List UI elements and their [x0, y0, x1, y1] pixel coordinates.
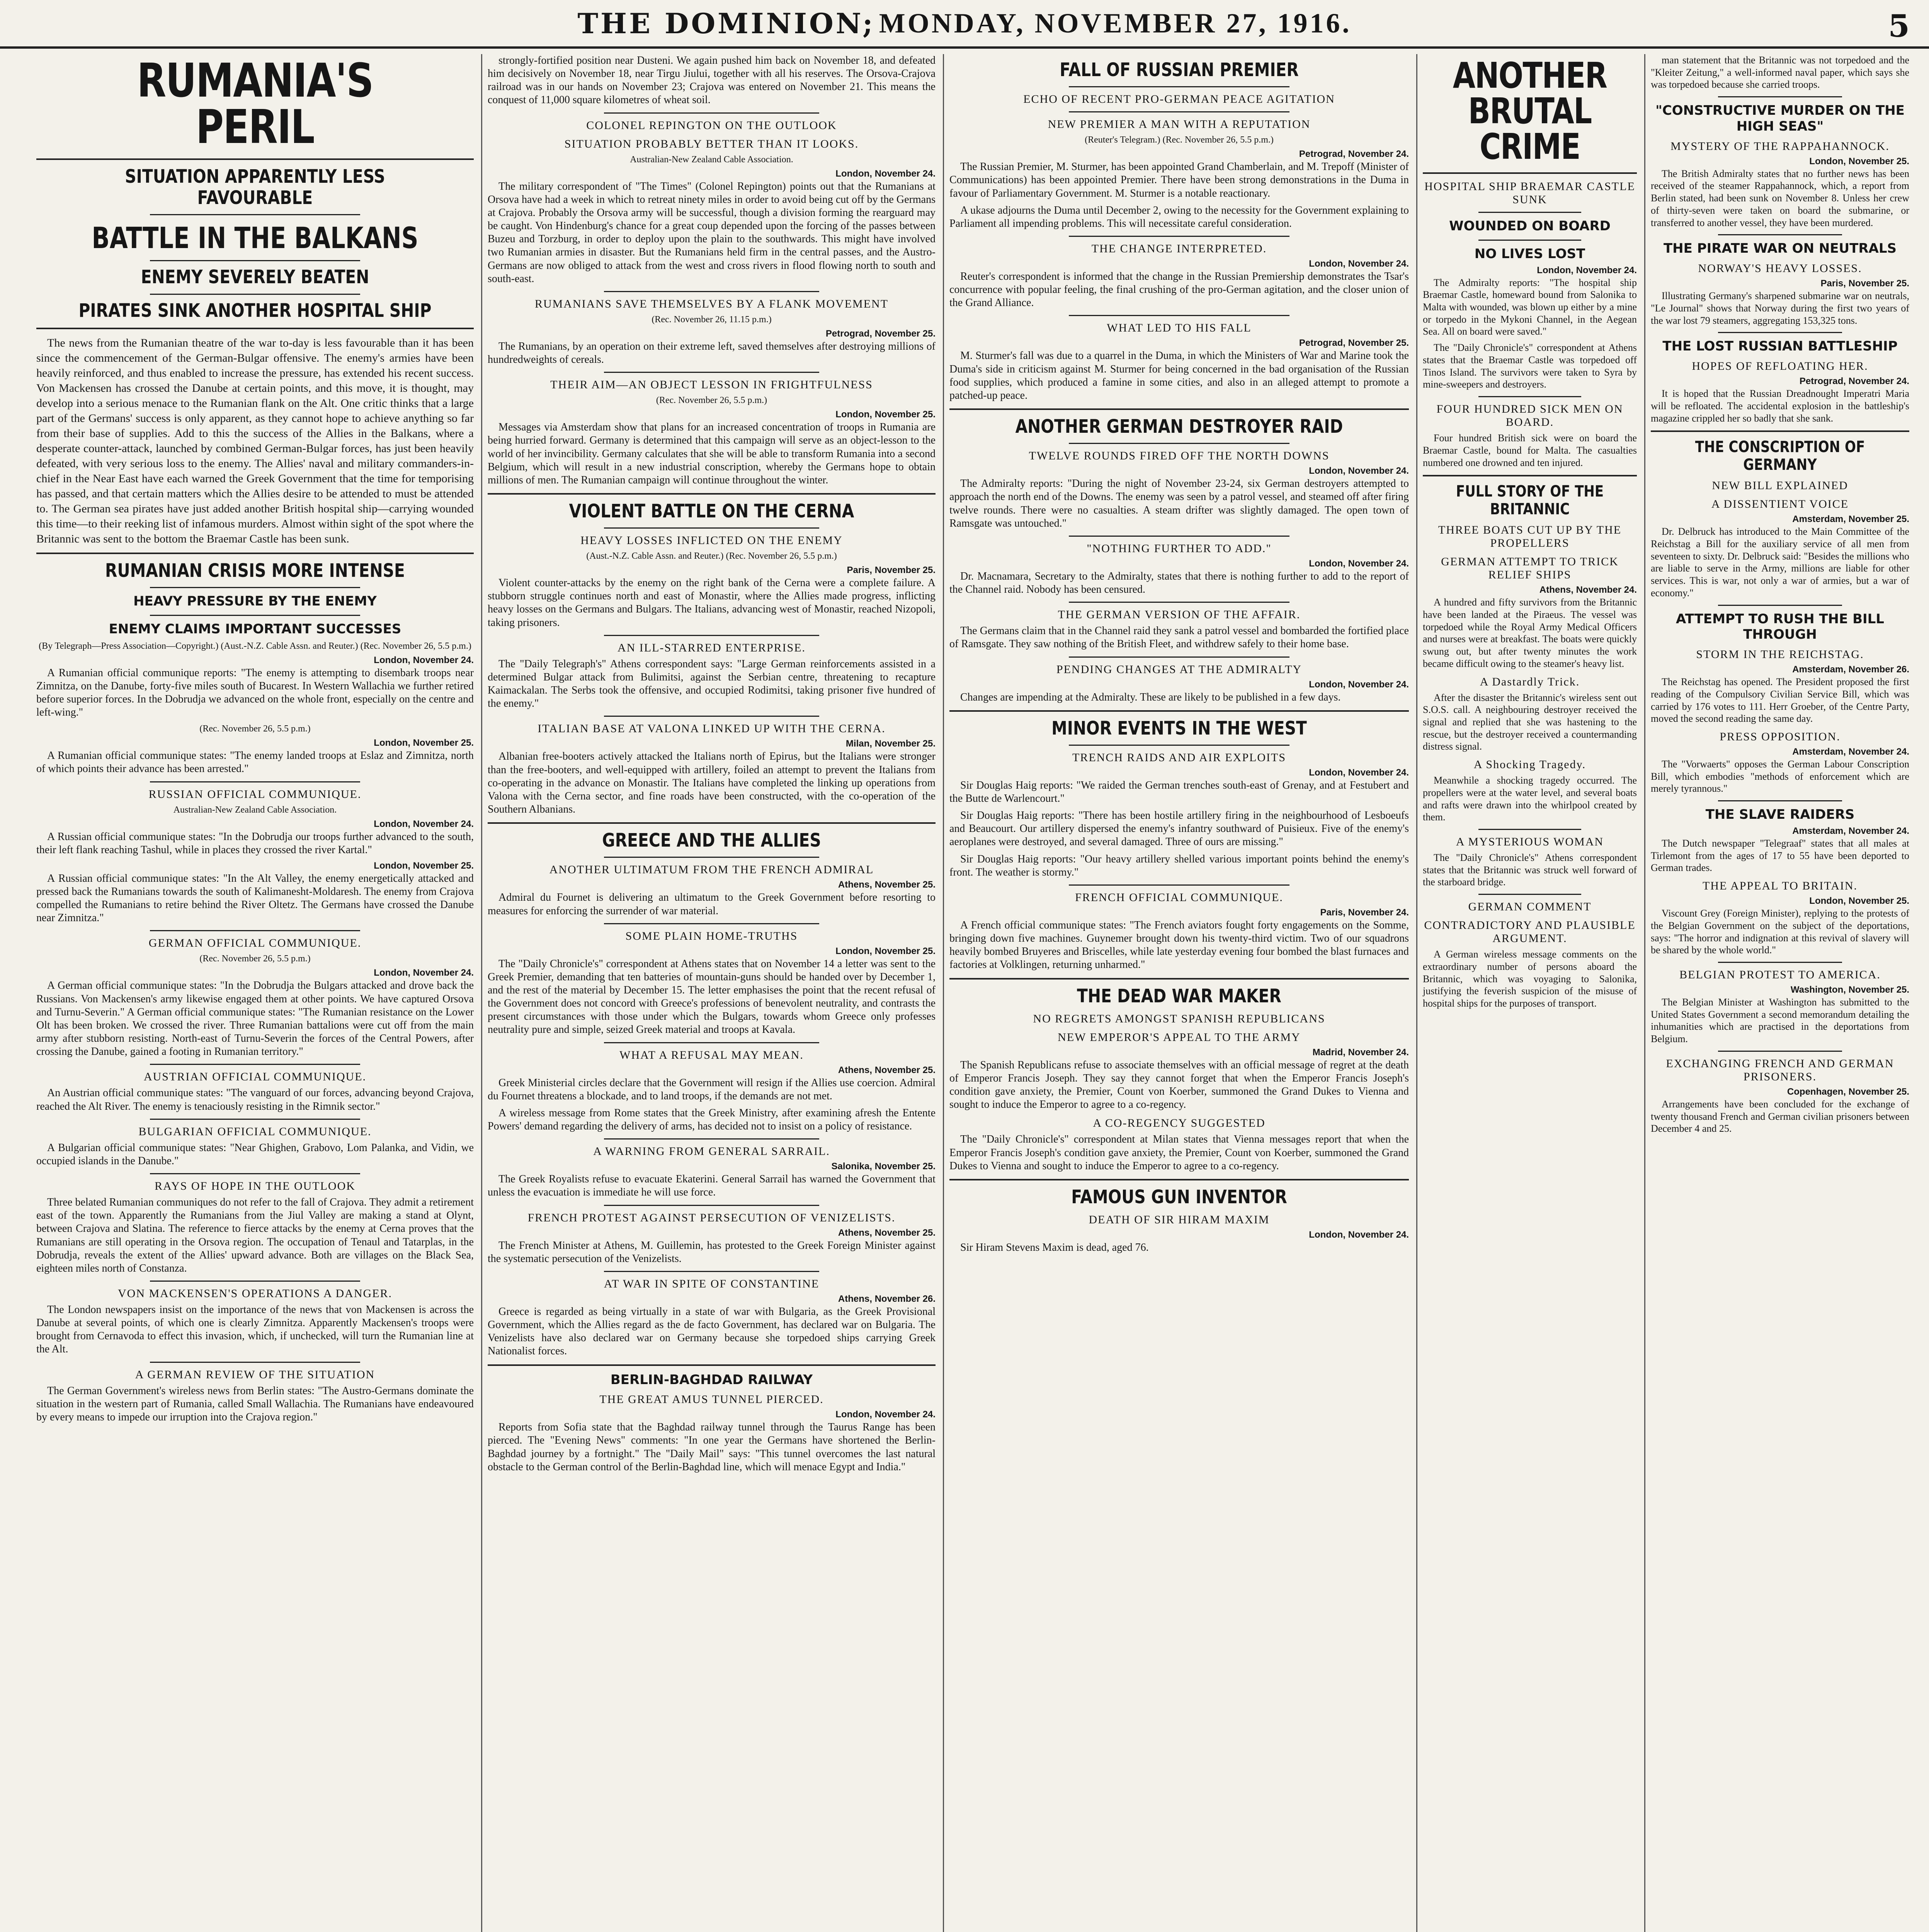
article-paragraph: Arrangements have been concluded for the exchange of twenty thousand French and German civilian prisoners between December 4 and 25.: [1651, 1098, 1909, 1134]
divider: [1718, 605, 1842, 606]
section-heading: THE DEAD WAR MAKER: [1077, 985, 1281, 1007]
subheading: EXCHANGING FRENCH AND GERMAN PRISONERS.: [1666, 1057, 1894, 1083]
section-heading: RUMANIAN CRISIS MORE INTENSE: [105, 560, 405, 582]
divider: [150, 1281, 360, 1282]
divider: [604, 1042, 819, 1043]
divider: [1069, 86, 1289, 87]
article-paragraph: The Admiralty reports: "The hospital ship Braemar Castle, homeward bound from Salonika to Malta with wounded, was blown up either by a mine or torpedo in the Mykoni Channel, in the Aegean Sea. All on board were saved.": [1423, 277, 1637, 337]
headline-rumanias-peril: RUMANIA'S PERIL: [137, 54, 373, 154]
deck: ENEMY SEVERELY BEATEN: [141, 266, 369, 288]
lead-paragraph: The news from the Rumanian theatre of the war to-day is less favourable than it has been since the commencement of the German-Bulgar offensive. The enemy's armies have been heavily reinforced, and thus enabled to increase the pressure, has extended his recent success. Von Mackensen has crossed the Danube at certain points, and this move, it is thought, may develop into a serious menace to the Rumanian flank on the Alt. One critic thinks that a large part of the Germans' success is only apparent, as they cannot hope to achieve anything so far from their base of supplies. Add to this the success of the Allies in the Balkans, where a desperate counter-attack, launched by combined German-Bulgar forces, has just been heavily defeated, with very serious loss to the enemy. The Allies' naval and military commanders-in-chief in the Near East have each warned the Greek Government that the time for temporising has passed, and that certain matters which the Allies desire to be attended to must be attended to. The German sea pirates have just added another British hospital ship—carrying wounded this time—to their reeking list of infamous murders. Almost within sight of the spot where the Britannic was sent to the bottom the Braemar Castle has been sunk.: [36, 336, 474, 545]
article-paragraph: Three belated Rumanian communiques do not refer to the fall of Crajova. They admit a retirement east of the town. Apparently the Rumanians from the Jiul Valley are making a stand at Olynt, between Crajova and Slatina. The reference to fierce attacks by the enemy at Cerna proves that the Rumanians are still operating in the Orsova region. The occupation of Tenaul and Tatarplas, in the Dobrudja, reveals the extent of the Allies' upward advance. Both are villages on the Black Sea, eighteen miles north of Constanza.: [36, 1196, 474, 1274]
article-paragraph: The London newspapers insist on the importance of the news that von Mackensen is across the Danube at several points, of which one is clearly Zimnitza. Apparently Mackensen's troops were brought from Cernavoda to effect this invasion, which, if unchecked, will turn the Rumanian line at the Alt.: [36, 1303, 474, 1355]
dateline: Copenhagen, November 25.: [1787, 1086, 1909, 1097]
divider: [1069, 536, 1289, 537]
divider: [36, 158, 474, 160]
subheading: RUMANIANS SAVE THEMSELVES BY A FLANK MOVEMENT: [534, 297, 889, 310]
deck: ENEMY CLAIMS IMPORTANT SUCCESSES: [109, 621, 401, 637]
article-paragraph: The French Minister at Athens, M. Guillemin, has protested to the Greek Foreign Minister against the systematic persecution of the Venizelists.: [488, 1239, 936, 1265]
dateline: London, November 25.: [835, 946, 936, 956]
section-heading: MINOR EVENTS IN THE WEST: [1051, 717, 1307, 739]
dateline: London, November 24.: [835, 1409, 936, 1420]
deck: NO LIVES LOST: [1474, 246, 1585, 262]
article-paragraph: A French official communique states: "The French aviators fought forty engagements on the Somme, bringing down five machines. Guynemer brought down his twenty-third victim. Two of our squadrons heavily bombed Bruyeres and Briscelles, while late yesterday evening four bombed the blast furnaces and factories at Volklingen, returning unharmed.": [949, 919, 1409, 971]
divider: [604, 527, 819, 529]
divider: [1718, 1051, 1842, 1052]
subheading: RUSSIAN OFFICIAL COMMUNIQUE.: [148, 787, 362, 801]
article-paragraph: Four hundred British sick were on board the Braemar Castle, bound for Malta. The casualties numbered one drowned and ten injured.: [1423, 432, 1637, 468]
wire-credit: (Rec. November 26, 5.5 p.m.): [199, 724, 311, 734]
subheading: TRENCH RAIDS AND AIR EXPLOITS: [1072, 751, 1286, 764]
subheading: ECHO OF RECENT PRO-GERMAN PEACE AGITATION: [1023, 93, 1335, 106]
divider: [36, 553, 474, 554]
divider: [36, 328, 474, 329]
subheading: WHAT LED TO HIS FALL: [1107, 321, 1252, 335]
section-heading: VIOLENT BATTLE ON THE CERNA: [569, 500, 854, 522]
subheading: THE GERMAN VERSION OF THE AFFAIR.: [1058, 608, 1301, 621]
divider: [1069, 111, 1289, 112]
article-paragraph: Dr. Delbruck has introduced to the Main Committee of the Reichstag a Bill for the auxiliary service of all men from seventeen to sixty. Dr. Delbruck said: "Besides the millions who are liable to serve in the Army, millions are liable for other services. This is war, not only a war of armies, but a war of economy.": [1651, 526, 1909, 599]
subheading: BULGARIAN OFFICIAL COMMUNIQUE.: [138, 1125, 372, 1138]
article-paragraph: The Rumanians, by an operation on their extreme left, saved themselves after destroying millions of hundredweights of cereals.: [488, 340, 936, 366]
subheading: MYSTERY OF THE RAPPAHANNOCK.: [1670, 139, 1890, 153]
article-paragraph: Sir Douglas Haig reports: "Our heavy artillery shelled various important points behind the enemy's front. The weather is stormy.": [949, 853, 1409, 878]
divider: [1478, 212, 1581, 213]
subheading: WHAT A REFUSAL MAY MEAN.: [619, 1048, 804, 1061]
wire-credit: (Rec. November 26, 5.5 p.m.): [656, 395, 767, 406]
article-paragraph: A German official communique states: "In the Dobrudja the Bulgars attacked and drove back the Russians. Von Mackensen's army likewise engaged them at other points. We have captured Orsova and Turnu-Severin." A German official communique states: "The Rumanian resistance on the Lower Olt has been broken. We crossed the river. Three Rumanian battalions were cut off from the main army after stubborn resisting. North-east of Turnu-Severin the forces of the Central Powers, after crossing the Danube, gained a footing in Rumanian territory.": [36, 980, 474, 1058]
article-paragraph: After the disaster the Britannic's wireless sent out S.O.S. call. A neighbouring destroyer received the signal and replied that she was hastening to the rescue, but the destroyer received a countermanding distress signal.: [1423, 692, 1637, 752]
article-paragraph: Violent counter-attacks by the enemy on the right bank of the Cerna were a complete failure. A stubborn struggle continues north and east of Monastir, where the Allies made progress, inflicting heavy losses on the Germans and Bulgars. The Italians, advancing west of Monastir, reached Nizopoli, taking prisoners.: [488, 577, 936, 629]
subheading: PRESS OPPOSITION.: [1720, 730, 1841, 743]
section-heading: THE PIRATE WAR ON NEUTRALS: [1663, 241, 1897, 257]
divider: [1069, 236, 1289, 237]
dateline: London, November 24.: [374, 968, 474, 978]
article-paragraph: The Dutch newspaper "Telegraaf" states that all males at Tirlemont from the ages of 17 to 55 have been deported to German trades.: [1651, 837, 1909, 874]
divider: [1478, 829, 1581, 830]
dateline: London, November 25.: [374, 738, 474, 748]
subheading: "NOTHING FURTHER TO ADD.": [1087, 542, 1272, 555]
subheading: HOPES OF REFLOATING HER.: [1692, 360, 1868, 373]
wire-credit: (Rec. November 26, 5.5 p.m.): [199, 954, 311, 964]
subheading: GERMAN ATTEMPT TO TRICK RELIEF SHIPS: [1441, 555, 1619, 582]
article-paragraph: A ukase adjourns the Duma until December 2, owing to the necessity for the Government explaining to Parliament all impending problems. This will necessitate careful consideration.: [949, 204, 1409, 230]
article-paragraph: Admiral du Fournet is delivering an ultimatum to the Greek Government before resorting to measures for enforcing the surrender of war material.: [488, 891, 936, 917]
dateline: Petrograd, November 24.: [1299, 149, 1409, 160]
section-heading: "CONSTRUCTIVE MURDER ON THE HIGH SEAS": [1655, 103, 1905, 134]
subheading: A MYSTERIOUS WOMAN: [1456, 835, 1604, 848]
subheading: A WARNING FROM GENERAL SARRAIL.: [593, 1145, 830, 1158]
subheading: FRENCH PROTEST AGAINST PERSECUTION OF VENIZELISTS.: [527, 1211, 896, 1224]
divider: [1069, 656, 1289, 658]
article-paragraph: The Germans claim that in the Channel raid they sank a patrol vessel and bombarded the fortified place of Ramsgate. They saw nothing of the British Fleet, and withdrew safely to their home base.: [949, 625, 1409, 650]
subheading: VON MACKENSEN'S OPERATIONS A DANGER.: [118, 1287, 392, 1300]
divider: [604, 1271, 819, 1272]
divider: [1069, 315, 1289, 316]
subheading: BELGIAN PROTEST TO AMERICA.: [1679, 968, 1881, 981]
dateline: London, November 24.: [1537, 265, 1637, 276]
subheading: AUSTRIAN OFFICIAL COMMUNIQUE.: [143, 1070, 367, 1083]
divider: [150, 930, 360, 931]
dateline: Amsterdam, November 26.: [1792, 664, 1909, 675]
masthead-date: MONDAY, NOVEMBER 27, 1916.: [879, 7, 1352, 39]
dateline: London, November 24.: [835, 168, 936, 179]
article-paragraph: Meanwhile a shocking tragedy occurred. The propellers were at the water level, and several boats and rafts were drawn into the whirlpool created by them.: [1423, 775, 1637, 823]
divider: [150, 1119, 360, 1120]
divider: [150, 1362, 360, 1363]
article-paragraph: The German Government's wireless news from Berlin states: "The Austro-Germans dominate the situation in the western part of Rumania, called Small Wallachia. The Rumanians have endeavoured by every means to impede our irruption into the Crajova region.": [36, 1384, 474, 1423]
article-paragraph: The Russian Premier, M. Sturmer, has been appointed Grand Chamberlain, and M. Trepoff (Minister of Communications) has been appointed Premier. There have been strong demonstrations in the Duma in favour of Parliamentary Government. M. Sturmer is a notable reactionary.: [949, 161, 1409, 199]
section-heading: FALL OF RUSSIAN PREMIER: [1060, 59, 1299, 81]
subheading: CONTRADICTORY AND PLAUSIBLE ARGUMENT.: [1424, 919, 1636, 945]
article-paragraph: The military correspondent of "The Times" (Colonel Repington) points out that the Rumanians at Orsova have had a week in which to retreat ninety miles in order to avoid being cut off by the Germans at Crajova. Probably the Orsova army will be successful, though a division forming the rearguard may be caught. Von Hindenburg's chance for a great coup depended upon the forcing of the passes between Buzeu and Torzburg, in order to deploy upon the plain to the southwards. This might have involved two Rumanian armies in disaster. But the Rumanians held firm in the central passes, and the Austro-Germans are now obliged to attack from the west and cross rivers in flood flowing north to south and south-east.: [488, 180, 936, 285]
subheading: ANOTHER ULTIMATUM FROM THE FRENCH ADMIRAL: [549, 863, 874, 876]
article-paragraph: Changes are impending at the Admiralty. These are likely to be published in a few days.: [960, 691, 1341, 703]
dateline: Petrograd, November 25.: [1299, 338, 1409, 349]
subheading: NEW BILL EXPLAINED: [1712, 479, 1848, 492]
subheading: TWELVE ROUNDS FIRED OFF THE NORTH DOWNS: [1029, 449, 1330, 463]
article-paragraph: The "Daily Telegraph's" Athens correspondent says: "Large German reinforcements assisted in a determined Bulgar attack from Bulimitsi, against the Serbian centre, threatening to recapture Kaimackalan. The Serbs took the offensive, and occupied Rodimitsi, taking prisoner five hundred of the enemy.": [488, 658, 936, 710]
article-paragraph: The "Daily Chronicle's" correspondent at Athens states that the Braemar Castle was torpedoed off Tinos Island. The survivors were taken to Syra by mine-sweepers and destroyers.: [1423, 342, 1637, 390]
dateline: Amsterdam, November 24.: [1792, 747, 1909, 757]
section-heading: BERLIN-BAGHDAD RAILWAY: [610, 1372, 813, 1388]
column-5: [1644, 54, 1915, 1932]
divider: [150, 615, 360, 616]
subheading: SITUATION PROBABLY BETTER THAN IT LOOKS.: [564, 137, 859, 150]
article-paragraph: The "Vorwaerts" opposes the German Labour Conscription Bill, which embodies "methods of enforcement which are merely tyrannous.": [1651, 759, 1909, 794]
dateline: London, November 25.: [1809, 896, 1909, 906]
dateline: Athens, November 25.: [838, 879, 936, 890]
wire-credit: (Rec. November 26, 11.15 p.m.): [652, 314, 772, 325]
deck: WOUNDED ON BOARD: [1449, 218, 1611, 234]
article-paragraph: Greek Ministerial circles declare that the Government will resign if the Allies use coercion. Admiral du Fournet threatens a blockade, and to land troops, if the demands are not met.: [488, 1077, 936, 1102]
section-heading: ANOTHER GERMAN DESTROYER RAID: [1015, 416, 1343, 438]
column-4: [1416, 54, 1642, 1932]
article-paragraph: A hundred and fifty survivors from the Britannic have been landed at the Piraeus. The vessel was torpedoed while the Royal Army Medical Officers and nurses were at breakfast. The boats were quickly swung out, but after twenty minutes the work became difficult owing to the steamer's heavy list.: [1423, 597, 1637, 669]
article-paragraph: The Belgian Minister at Washington has submitted to the United States Government a second memorandum detailing the inhumanities which are practised in the deportations from Belgium.: [1651, 997, 1909, 1045]
section-heading: THE CONSCRIPTION OF GERMANY: [1695, 438, 1865, 474]
divider: [1651, 430, 1909, 432]
column-2: [481, 54, 941, 1932]
article-paragraph: The Reichstag has opened. The President proposed the first reading of the Compulsory Civilian Service Bill, which was carried by 176 votes to 111. Herr Groeber, of the Centre Party, moved the second reading the same day.: [1651, 676, 1909, 724]
divider: [1069, 602, 1289, 603]
subheading: THE APPEAL TO BRITAIN.: [1702, 879, 1858, 893]
article-paragraph: The Spanish Republicans refuse to associate themselves with an official message of regret at the death of Emperor Francis Joseph. They say they cannot forget that when the Emperor Francis Joseph's condition gave anxiety, the Premier, Count von Koerber, summoned the Grand Dukes to Vienna and sought to induce the Emperor to agree to a co-regency.: [949, 1059, 1409, 1111]
divider: [1478, 240, 1581, 241]
article-paragraph: strongly-fortified position near Dusteni. We again pushed him back on November 18, and defeated him decisively on November 18, near Tirgu Jiului, together with all his reserves. The Orsova-Crajova railroad was in our hands on November 23; Crajova was entered on November 21. This means the conquest of 11,000 square kilometres of wheat soil.: [488, 54, 936, 106]
divider: [150, 1064, 360, 1065]
article-paragraph: The Admiralty reports: "During the night of November 23-24, six German destroyers attempted to approach the north end of the Downs. The enemy was seen by a patrol vessel, and steamed off after firing twelve rounds. There were no casualties. A steam drifter was slightly damaged. The open town of Ramsgate was untouched.": [949, 478, 1409, 529]
article-paragraph: The "Daily Chronicle's" Athens correspondent states that the Britannic was struck well forward of the starboard bridge.: [1423, 852, 1637, 888]
dateline: Milan, November 25.: [845, 738, 936, 749]
divider: [1718, 800, 1842, 801]
divider: [488, 493, 936, 495]
subheading: ITALIAN BASE AT VALONA LINKED UP WITH THE CERNA.: [538, 722, 886, 735]
divider: [1069, 884, 1289, 886]
divider: [604, 635, 819, 636]
divider: [949, 710, 1409, 712]
wire-credit: (Aust.-N.Z. Cable Assn. and Reuter.) (Rec. November 26, 5.5 p.m.): [586, 551, 837, 561]
divider: [604, 1205, 819, 1206]
subheading: THE CHANGE INTERPRETED.: [1091, 242, 1267, 255]
article-paragraph: Dr. Macnamara, Secretary to the Admiralty, states that there is nothing further to add to the report of the Channel raid. Nobody has been censured.: [949, 570, 1409, 596]
article-paragraph: An Austrian official communique states: "The vanguard of our forces, advancing beyond Crajova, reached the Alt River. The enemy is tenaciously resisting in the Rimnik sector.": [36, 1087, 474, 1112]
subheading: NORWAY'S HEAVY LOSSES.: [1698, 262, 1862, 275]
article-paragraph: Messages via Amsterdam show that plans for an increased concentration of troops in Rumania are being hurried forward. Germany is determined that this campaign will serve as an object-lesson to the world of her invincibility. Germany calculates that she will be able to transform Rumania into a second Belgium, which will result in a new industrial conscription, whereby the Germans hope to obtain millions of men. The Rumanian campaign will continue throughout the winter.: [488, 421, 936, 486]
dateline: Paris, November 25.: [847, 565, 936, 576]
subheading: THREE BOATS CUT UP BY THE PROPELLERS: [1438, 524, 1622, 550]
article-paragraph: Albanian free-booters actively attacked the Italians north of Epirus, but the Italians were stronger than the free-booters, and well-equipped with artillery, foiled an attempt to prevent the Italians from co-operating in the advance on Monastir. The Italians have completed the linking up operations from Valona with the Cerna sector, and fine roads have been constructed, with the co-operation of the Southern Albanians.: [488, 750, 936, 816]
divider: [150, 587, 360, 588]
article-paragraph: The British Admiralty states that no further news has been received of the steamer Rappahannock, which, a report from Berlin stated, had been sunk on November 8. Unless her crew of thirty-seven were taken on board the submarine, or transferred to another vessel, they have been murdered.: [1651, 168, 1909, 228]
subheading: A Dastardly Trick.: [1480, 675, 1580, 688]
divider: [1069, 745, 1289, 746]
dateline: Amsterdam, November 25.: [1792, 514, 1909, 525]
column-1: [31, 54, 479, 1932]
dateline: Paris, November 24.: [1320, 907, 1409, 918]
subheading: HEAVY LOSSES INFLICTED ON THE ENEMY: [580, 534, 843, 547]
divider: [604, 923, 819, 924]
divider: [949, 1179, 1409, 1180]
divider: [150, 260, 360, 261]
subheading: GERMAN COMMENT: [1468, 900, 1592, 913]
dateline: London, November 25.: [835, 409, 936, 420]
article-paragraph: The "Daily Chronicle's" correspondent at Athens states that on November 14 a letter was sent to the Greek Premier, demanding that ten batteries of mountain-guns should be handed over by December 1, and the rest of the material by December 15. The letter emphasises the point that the recent refusal of the Government does not concord with Greece's professions of benevolent neutrality, and contrasts the present circumstances with those under which the Bulgars, towards whom Greece only professes neutrality pure and simple, seized Greek material and troops at Kavala.: [488, 957, 936, 1036]
subheading: HOSPITAL SHIP BRAEMAR CASTLE SUNK: [1424, 180, 1635, 206]
article-paragraph: A Russian official communique states: "In the Dobrudja our troops further advanced to the south, their left flank reaching Tashul, while in places they crossed the river Kartal.": [36, 830, 474, 856]
dateline: London, November 24.: [1309, 466, 1409, 476]
subheading: GERMAN OFFICIAL COMMUNIQUE.: [148, 937, 362, 950]
divider: [604, 372, 819, 373]
section-heading: GREECE AND THE ALLIES: [602, 830, 821, 852]
section-heading: THE LOST RUSSIAN BATTLESHIP: [1662, 338, 1898, 354]
subheading: NO REGRETS AMONGST SPANISH REPUBLICANS: [1033, 1012, 1325, 1025]
deck: PIRATES SINK ANOTHER HOSPITAL SHIP: [78, 299, 432, 321]
divider: [604, 112, 819, 114]
subheading: DEATH OF SIR HIRAM MAXIM: [1089, 1213, 1270, 1226]
divider: [949, 408, 1409, 410]
divider: [1718, 332, 1842, 333]
dateline: London, November 24.: [1309, 558, 1409, 569]
dateline: London, November 25.: [374, 860, 474, 871]
deck: SITUATION APPARENTLY LESS FAVOURABLE: [125, 166, 385, 209]
article-paragraph: Sir Hiram Stevens Maxim is dead, aged 76.: [960, 1242, 1149, 1254]
dateline: London, November 24.: [1309, 258, 1409, 269]
subheading: NEW EMPEROR'S APPEAL TO THE ARMY: [1058, 1031, 1301, 1044]
divider: [1718, 962, 1842, 963]
dateline: London, November 25.: [1809, 156, 1909, 167]
divider: [604, 1138, 819, 1139]
subheading: NEW PREMIER A MAN WITH A REPUTATION: [1048, 118, 1311, 131]
subheading: STORM IN THE REICHSTAG.: [1696, 648, 1864, 661]
article-paragraph: Sir Douglas Haig reports: "There has been hostile artillery firing in the neighbourhood of Lesboeufs and Beaucourt. Our artillery dispersed the enemy's infantry southward of Puisieux. Five of the enemy's aeroplanes were destroyed, and several damaged. Three of ours are missing.": [949, 810, 1409, 848]
article-paragraph: The "Daily Chronicle's" correspondent at Milan states that Vienna messages report that when the Emperor Francis Joseph's condition gave anxiety, the Premier, Count von Koerber, summoned the Grand Dukes to Vienna and sought to induce the Emperor to agree to a co-regency.: [949, 1133, 1409, 1172]
dateline: London, November 24.: [1309, 767, 1409, 778]
divider: [150, 214, 360, 215]
article-paragraph: A Russian official communique states: "In the Alt Valley, the enemy energetically attacked and pressed back the Rumanians towards the south of Kalimanesht-Moldaresh. The enemy from Crajova compelled the Rumanians to retire behind the River Oltetz. The Germans have crossed the Danube near Zimnitza.": [36, 872, 474, 924]
article-paragraph: A Rumanian official communique states: "The enemy landed troops at Eslaz and Zimnitza, north of which points their advance has been arrested.": [36, 750, 474, 775]
divider: [949, 978, 1409, 980]
column-3: [943, 54, 1414, 1932]
subheading: A Shocking Tragedy.: [1473, 758, 1586, 771]
divider: [604, 857, 819, 858]
dateline: Amsterdam, November 24.: [1792, 825, 1909, 836]
divider: [604, 291, 819, 292]
section-heading: ATTEMPT TO RUSH THE BILL THROUGH: [1676, 611, 1884, 643]
divider: [1718, 96, 1842, 97]
dateline: London, November 24.: [374, 655, 474, 665]
article-paragraph: Viscount Grey (Foreign Minister), replying to the protests of the Belgian Government on the subject of the deportations, says: "The horror and indignation at this revival of slavery will be shared by the whole world.": [1651, 908, 1909, 956]
divider: [150, 1173, 360, 1174]
divider: [1069, 443, 1289, 444]
divider: [1718, 234, 1842, 235]
headline-another-brutal-crime: ANOTHER BRUTAL CRIME: [1453, 55, 1607, 167]
divider: [150, 294, 360, 295]
article-paragraph: Reports from Sofia state that the Baghdad railway tunnel through the Taurus Range has been pierced. The "Evening News" comments: "In one year the Germans have shortened the Berlin-Baghdad journey by a fortnight." The "Daily Mail" says: "This tunnel overcomes the last natural obstacle to the German control of the Berlin-Baghdad line, which will menace Egypt and India.": [488, 1421, 936, 1473]
dateline: Paris, November 25.: [1820, 278, 1909, 289]
subheading: THE GREAT AMUS TUNNEL PIERCED.: [599, 1393, 824, 1406]
subheading: A CO-REGENCY SUGGESTED: [1093, 1117, 1266, 1130]
article-paragraph: A Bulgarian official communique states: "Near Ghighen, Grabovo, Lom Palanka, and Vidin, we occupied islands in the Danube.": [36, 1141, 474, 1167]
wire-credit: (Reuter's Telegram.) (Rec. November 26, 5.5 p.m.): [1085, 135, 1274, 145]
divider: [604, 716, 819, 717]
wire-credit: (By Telegraph—Press Association—Copyright.) (Aust.-N.Z. Cable Assn. and Reuter.) (Rec. November 26, 5.5 p.m.): [39, 641, 471, 651]
article-paragraph: A German wireless message comments on the extraordinary number of persons aboard the Britannic, which was voyaging to Salonika, justifying the feverish suspicion of the misuse of hospital ships for the purposes of transport.: [1423, 949, 1637, 1009]
subheading: FRENCH OFFICIAL COMMUNIQUE.: [1075, 891, 1283, 904]
dateline: Athens, November 24.: [1539, 585, 1637, 595]
divider: [1423, 172, 1637, 174]
dateline: London, November 24.: [1309, 679, 1409, 690]
section-heading: THE SLAVE RAIDERS: [1705, 807, 1855, 823]
dateline: Washington, November 25.: [1790, 985, 1909, 995]
section-heading: FAMOUS GUN INVENTOR: [1071, 1186, 1287, 1208]
wire-credit: Australian-New Zealand Cable Association.: [173, 804, 337, 815]
divider: [488, 1364, 936, 1366]
article-paragraph: Illustrating Germany's sharpened submarine war on neutrals, "Le Journal" shows that Norway during the first two years of the war lost 79 steamers, aggregating 153,325 tons.: [1651, 290, 1909, 326]
subheading: SOME PLAIN HOME-TRUTHS: [625, 929, 798, 942]
article-paragraph: The Greek Royalists refuse to evacuate Ekaterini. General Sarrail has warned the Government that unless the evacuation is immediate he will use force.: [488, 1173, 936, 1199]
dateline: Athens, November 25.: [838, 1065, 936, 1075]
masthead: [0, 0, 1929, 49]
page-number: 5: [1888, 8, 1910, 44]
dateline: Athens, November 26.: [838, 1293, 936, 1304]
wire-credit: Australian-New Zealand Cable Association.: [630, 154, 793, 165]
article-paragraph: Reuter's correspondent is informed that the change in the Russian Premiership demonstrates the Tsar's concurrence with popular feeling, the final crushing of the pro-German agitation, and the closer union of the Grand Alliance.: [949, 270, 1409, 309]
divider: [1478, 894, 1581, 895]
section-heading: FULL STORY OF THE BRITANNIC: [1456, 483, 1604, 519]
subheading: A GERMAN REVIEW OF THE SITUATION: [135, 1368, 375, 1381]
divider: [488, 822, 936, 824]
subheading: AN ILL-STARRED ENTERPRISE.: [617, 641, 806, 654]
deck: BATTLE IN THE BALKANS: [92, 221, 418, 255]
article-paragraph: Sir Douglas Haig reports: "We raided the German trenches south-east of Grenay, and at Festubert and the Butte de Warlencourt.": [949, 779, 1409, 804]
subheading: THEIR AIM—AN OBJECT LESSON IN FRIGHTFULNESS: [550, 378, 873, 391]
subheading: AT WAR IN SPITE OF CONSTANTINE: [604, 1277, 820, 1290]
article-paragraph: It is hoped that the Russian Dreadnought Imperatri Maria will be refloated. The accidental explosion in the battleship's magazine crippled her so badly that she sank.: [1651, 388, 1909, 424]
dateline: Madrid, November 24.: [1312, 1047, 1409, 1058]
divider: [1423, 475, 1637, 476]
dateline: Athens, November 25.: [838, 1227, 936, 1238]
divider: [150, 781, 360, 782]
dateline: Petrograd, November 24.: [1799, 376, 1909, 387]
article-paragraph: M. Sturmer's fall was due to a quarrel in the Duma, in which the Ministers of War and Marine took the Duma's side in criticism against M. Sturmer for being concerned in the bad organisation of the Russian food supplies, which produced a famine in some cities, and also in an alleged attempt to promote a patched-up peace.: [949, 350, 1409, 401]
subheading: A DISSENTIENT VOICE: [1711, 498, 1849, 511]
subheading: PENDING CHANGES AT THE ADMIRALTY: [1056, 663, 1302, 676]
deck: HEAVY PRESSURE BY THE ENEMY: [133, 594, 377, 609]
article-paragraph: Greece is regarded as being virtually in a state of war with Bulgaria, as the Greek Provisional Government, which the Allies regard as the de facto Government, has declared war on Bulgaria. The Venizelists have also declared war on Germany because she torpedoed ships carrying Greek Nationalist forces.: [488, 1305, 936, 1357]
article-paragraph: A Rumanian official communique reports: "The enemy is attempting to disembark troops near Zimnitza, on the Danube, forty-five miles south of Bucarest. In Western Wallachia we further retired before superior forces. In the Dobrudja we advanced on the whole front, especially on the centre and left-wing.": [36, 667, 474, 719]
subheading: RAYS OF HOPE IN THE OUTLOOK: [155, 1180, 356, 1193]
article-paragraph: man statement that the Britannic was not torpedoed and the "Kleiter Zeitung," a well-informed naval paper, which says she was torpedoed because she carried troops.: [1651, 54, 1909, 90]
dateline: London, November 24.: [1309, 1230, 1409, 1240]
dateline: London, November 24.: [374, 818, 474, 829]
subheading: FOUR HUNDRED SICK MEN ON BOARD.: [1436, 403, 1623, 429]
subheading: COLONEL REPINGTON ON THE OUTLOOK: [586, 119, 837, 132]
article-paragraph: A wireless message from Rome states that the Greek Ministry, after examining afresh the Entente Powers' demand regarding the delivery of arms, has decided not to insist on a policy of resistance.: [488, 1107, 936, 1133]
dateline: Salonika, November 25.: [831, 1161, 936, 1172]
dateline: Petrograd, November 25.: [825, 328, 936, 339]
divider: [1478, 396, 1581, 397]
masthead-title: THE DOMINION;: [577, 7, 875, 40]
